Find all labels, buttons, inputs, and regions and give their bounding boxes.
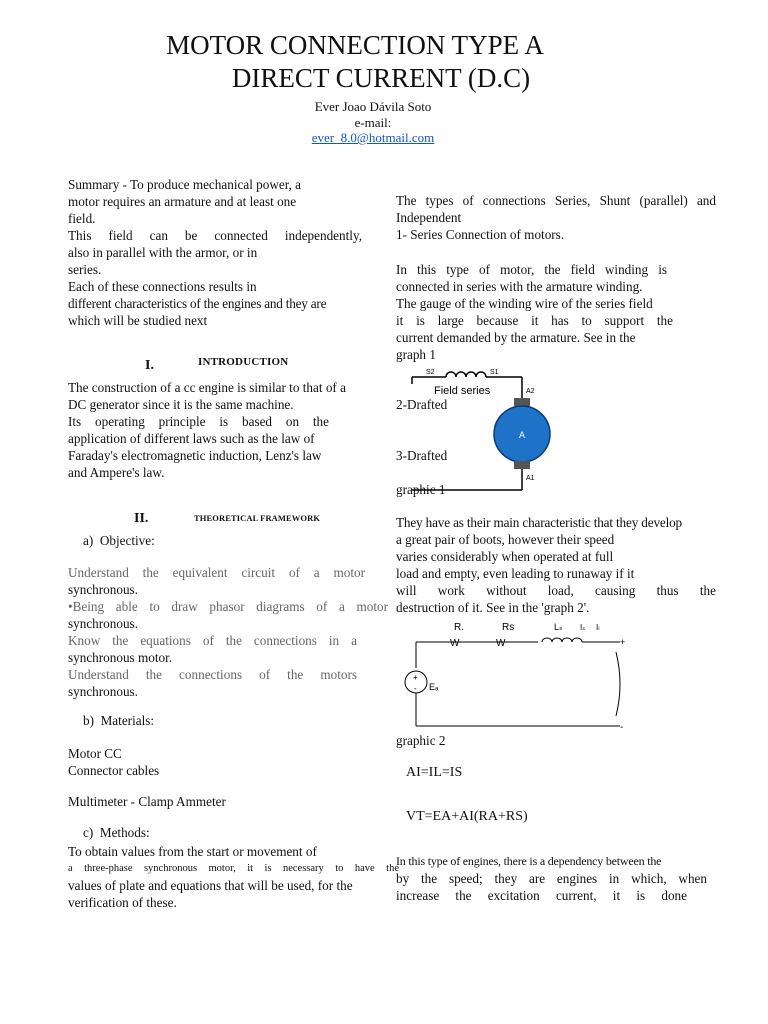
section-1-title: INTRODUCTION	[198, 356, 289, 368]
section-2-title: THEORETICAL FRAMEWORK	[194, 513, 321, 523]
material-item: Motor CC	[68, 746, 122, 761]
armature-label: A	[519, 430, 526, 440]
s2-label: S2	[426, 369, 435, 376]
final-line: In this type of engines, there is a dependency between the	[396, 854, 662, 868]
objective-line: •Being able to draw phasor diagrams of a motor	[68, 599, 388, 614]
series-line: it is large because it has to support the	[396, 313, 673, 328]
characteristic-line: a great pair of boots, however their speed	[396, 532, 615, 547]
intro-line: DC generator since it is the same machine.	[68, 397, 294, 412]
objective-block	[68, 564, 390, 700]
section-1-number: I.	[145, 358, 154, 373]
graphic-1-diagram	[400, 362, 560, 497]
introduction-block	[68, 379, 380, 481]
email-link[interactable]: ever_8.0@hotmail.com	[311, 130, 435, 145]
section-2-number: II.	[134, 511, 149, 526]
characteristic-line: load and empty, even leading to runaway if it	[396, 566, 635, 581]
drafted-2: 2-Drafted	[396, 397, 448, 412]
final-block	[396, 853, 718, 904]
summary-line: Each of these connections results in	[68, 279, 257, 294]
author-name: Ever Joao Dávila Soto	[314, 99, 432, 114]
brush-bottom	[514, 461, 530, 469]
r-label: R.	[454, 622, 464, 633]
equation-2: VT=EA+AI(RA+RS)	[406, 809, 528, 824]
a1-label: A1	[526, 475, 535, 482]
intro-line: Its operating principle is based on the	[68, 414, 329, 429]
intro-line: application of different laws such as the law of	[68, 431, 315, 446]
methods-line: To obtain values from the start or movement of	[68, 844, 317, 859]
series-line: The gauge of the winding wire of the series field	[396, 296, 653, 311]
types-line: Independent	[396, 210, 462, 225]
is-label: Iₛ	[580, 623, 586, 632]
series-inductor	[542, 638, 582, 642]
characteristic-line: varies considerably when operated at full	[396, 549, 614, 564]
objective-line: synchronous motor.	[68, 650, 173, 665]
brush-top	[514, 398, 530, 406]
series-line: In this type of motor, the field winding is	[396, 262, 667, 277]
methods-line: a three-phase synchronous motor, it is necessary to have the	[68, 863, 399, 874]
material-item: Connector cables	[68, 763, 160, 778]
summary-line: series.	[68, 262, 102, 277]
objective-label: a) Objective:	[83, 533, 155, 548]
characteristic-block	[396, 514, 716, 616]
w2-label: W	[496, 638, 506, 649]
final-line: by the speed; they are engines in which, when	[396, 871, 707, 886]
series-line: graph 1	[396, 347, 436, 362]
objective-line: Understand the connections of the motors	[68, 667, 357, 682]
s1-label: S1	[490, 369, 499, 376]
characteristic-line: will work without load, causing thus the	[396, 583, 716, 598]
objective-line: synchronous.	[68, 582, 138, 597]
plus-terminal: +	[620, 637, 626, 647]
methods-block	[68, 843, 400, 911]
paper-title-line2: DIRECT CURRENT (D.C)	[231, 63, 531, 93]
minus-terminal: -	[620, 722, 624, 733]
field-coil	[446, 372, 486, 377]
summary-line: This field can be connected independently,	[68, 228, 362, 243]
ls-label: Lₛ	[554, 622, 563, 632]
summary-line: Summary - To produce mechanical power, a	[68, 177, 302, 192]
rs-label: Rs	[502, 622, 515, 633]
summary-line: which will be studied next	[68, 313, 208, 328]
methods-label: c) Methods:	[83, 825, 150, 840]
intro-line: Faraday's electromagnetic induction, Lenz's law	[68, 448, 322, 463]
graphic-2-diagram	[398, 618, 630, 738]
series-line: current demanded by the armature. See in the	[396, 330, 636, 345]
objective-line: synchronous.	[68, 684, 138, 699]
series-line: connected in series with the armature winding.	[396, 279, 643, 294]
series-block	[396, 261, 716, 363]
material-item: Multimeter - Clamp Ammeter	[68, 794, 226, 809]
characteristic-line: destruction of it. See in the 'graph 2'.	[396, 600, 590, 615]
paper-title-line1: MOTOR CONNECTION TYPE A	[166, 30, 544, 60]
summary-line: field.	[68, 211, 96, 226]
final-line: increase the excitation current, it is done	[396, 888, 687, 903]
email-label: e-mail:	[354, 115, 392, 130]
methods-line: values of plate and equations that will be used, for the	[68, 878, 353, 893]
types-block	[396, 192, 716, 243]
terminal-arc	[616, 652, 620, 716]
intro-line: and Ampere's law.	[68, 465, 165, 480]
il-label: Iₗ	[596, 623, 600, 632]
objective-line: synchronous.	[68, 616, 138, 631]
summary-block	[68, 176, 378, 329]
source-minus: -	[414, 684, 417, 693]
summary-line: motor requires an armature and at least one	[68, 194, 297, 209]
equation-1: AI=IL=IS	[406, 765, 463, 780]
ea-label: Eₐ	[429, 682, 439, 692]
intro-line: The construction of a cc engine is similar to that of a	[68, 380, 346, 395]
objective-line: Know the equations of the connections in a	[68, 633, 357, 648]
types-line: The types of connections Series, Shunt (parallel) and	[396, 193, 716, 208]
drafted-3: 3-Drafted	[396, 448, 448, 463]
a2-label: A2	[526, 388, 535, 395]
summary-line: also in parallel with the armor, or in	[68, 245, 258, 260]
objective-line: Understand the equivalent circuit of a motor	[68, 565, 365, 580]
characteristic-line: They have as their main characteristic that they develop	[396, 515, 682, 530]
source-plus: +	[413, 673, 418, 682]
graphic-1-caption: graphic 1	[396, 482, 446, 497]
summary-line: different characteristics of the engines and they are	[68, 296, 327, 311]
w1-label: W	[450, 638, 460, 649]
materials-label: b) Materials:	[83, 713, 155, 728]
types-line: 1- Series Connection of motors.	[396, 227, 565, 242]
methods-line: verification of these.	[68, 895, 177, 910]
graphic-2-caption: graphic 2	[396, 733, 446, 748]
field-series-label: Field series	[434, 385, 491, 397]
